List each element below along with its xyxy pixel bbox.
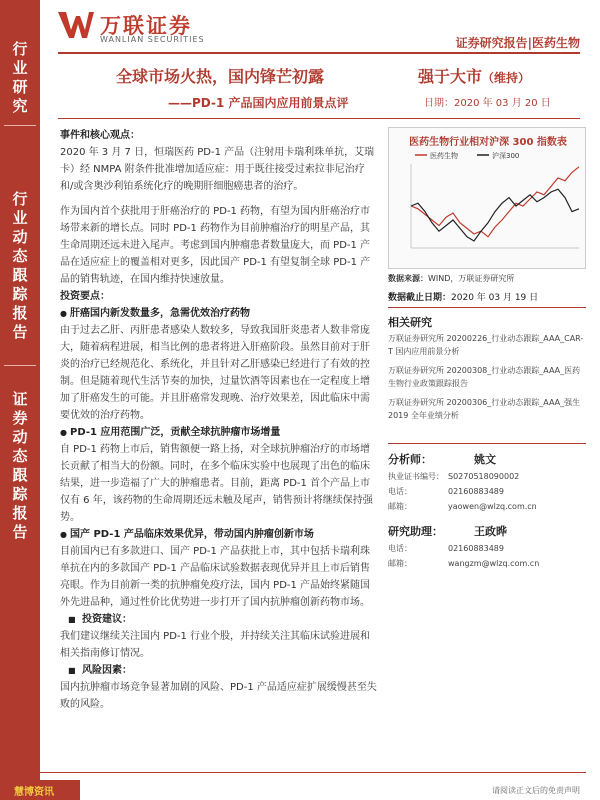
related-list xyxy=(388,332,586,422)
sidebar-divider xyxy=(4,125,36,126)
data-deadline xyxy=(388,290,538,303)
analyst-name: 姚文 xyxy=(474,453,496,466)
company-logo xyxy=(58,10,238,46)
report-type: 证券研究报告|医药生物 xyxy=(455,36,580,50)
rating xyxy=(418,64,530,87)
invest-advice-heading: ■ 投资建议： xyxy=(60,611,378,628)
assistant-email-label: 邮箱： xyxy=(388,559,412,568)
legend-label: 沪深300 xyxy=(492,152,520,160)
paragraph: 自 PD-1 药物上市后，销售额便一路上扬，对全球抗肿瘤治疗的市场增长贡献了相当大的份额。同时，在多个临床实验中也展现了出色的临床结果，进一步造福了广大的肿瘤患者。目前，距离 PD-1 首个产品上市仅有 6 年，该药物的生命周期还远未触及尾声，销售预计将继续保持强势。 xyxy=(60,444,373,523)
title-divider xyxy=(58,118,580,119)
paragraph: 目前国内已有多款进口、国产 PD-1 产品获批上市，其中包括卡瑞利珠单抗在内的多款国产 PD-1 产品临床试验数据表现优异并且上市后销售亮眼。作为目前新一类的抗肿瘤免疫疗法，国内 PD-1 产品始终紧随国外先进品种，通过性价比优势进一步打开了国内抗肿瘤创新药物市场。 xyxy=(60,546,371,608)
rating-tag: （维持） xyxy=(482,71,531,85)
data-source xyxy=(388,273,514,284)
analyst-phone-value: 02160883489 xyxy=(448,487,504,496)
logo-text-cn: 万联证券 xyxy=(100,14,192,38)
assistant-phone-value: 02160883489 xyxy=(448,544,504,553)
footer-disclaimer: 请阅读正文后的免责声明 xyxy=(492,786,580,795)
rating-value: 强于大市 xyxy=(418,67,483,86)
analyst-email-value[interactable]: yaowen@wlzq.com.cn xyxy=(448,502,537,511)
sidebar-block-securities-tracking: 证 券 动 态 跟 踪 报 告 xyxy=(12,390,28,541)
risk-heading: ■ 风险因素： xyxy=(60,662,378,679)
report-subtitle: ——PD-1 产品国内应用前景点评 xyxy=(168,96,349,110)
logo-mark-icon xyxy=(58,10,94,40)
sidebar xyxy=(0,0,40,800)
related-item[interactable]: 万联证券研究所 20200306_行业动态跟踪_AAA_强生 2019 全年业绩分析 xyxy=(388,398,581,420)
footer-divider xyxy=(40,772,586,773)
series-line-0 xyxy=(411,167,579,237)
chart-panel xyxy=(388,127,586,269)
report-date: 日期：2020 年 03 月 20 日 xyxy=(424,98,551,109)
analyst-cert xyxy=(388,471,519,482)
analyst-heading: 分析师： xyxy=(388,453,432,466)
paragraph: 国内抗肿瘤市场竞争显著加剧的风险、PD-1 产品适应症扩展缓慢甚至失败的风险。 xyxy=(60,682,377,710)
paragraph: 2020 年 3 月 7 日，恒瑞医药 PD-1 产品（注射用卡瑞利珠单抗，艾瑞卡）经 NMPA 附条件批准增加适应症：用于既往接受过索拉非尼治疗和/或含奥沙利铂系统化疗的晚期肝细胞癌患者的治疗。 xyxy=(60,147,375,192)
data-deadline-value: 2020 年 03 月 19 日 xyxy=(451,293,539,303)
footer-brand: 慧博资讯 xyxy=(14,787,54,798)
header-divider xyxy=(58,52,580,54)
assistant-phone xyxy=(388,543,504,554)
section-divider xyxy=(388,443,586,444)
analyst-cert-label: 执业证书编号： xyxy=(388,472,444,481)
assistant-heading: 研究助理： xyxy=(388,525,443,538)
data-source-value: WIND，万联证券研究所 xyxy=(428,274,515,283)
line-chart xyxy=(389,148,587,268)
report-title: 全球市场火热，国内锋芒初露 xyxy=(115,67,324,86)
series-line-1 xyxy=(411,189,579,241)
section-divider xyxy=(388,307,586,308)
paragraph: 我们建议继续关注国内 PD-1 行业个股，并持续关注其临床试验进展和相关指南修订情况。 xyxy=(60,631,371,659)
data-source-label: 数据来源： xyxy=(388,274,428,283)
paragraph: 由于过去乙肝、丙肝患者感染人数较多，导致我国肝炎患者人数非常庞大，随着病程进展，相当比例的患者将进入肝癌阶段。虽然目前对于肝炎的治疗已经规范化、系统化，并且针对乙肝感染已经进行了有效的控制。但是随着现代生活节奏的加快，过量饮酒等因素也在一定程度上增加了肝癌发生的可能。并且肝癌常发现晚、治疗效果差，因此临床中需要优效的治疗药物。 xyxy=(60,325,370,421)
paragraph: 作为国内首个获批用于肝癌治疗的 PD-1 药物，有望为国内肝癌治疗市场带来新的增长点。同时 PD-1 药物作为目前肿瘤治疗的明星产品，其生命周期还远未进入尾声。考虑到国内肿瘤患者数量庞大，而 PD-1 产品在适应症上的覆盖相对更多，因此国产 PD-1 有望复制全球 PD-1 产品的销售轨迹，在国内维持快速放量。 xyxy=(60,206,371,285)
sidebar-divider xyxy=(4,365,36,366)
logo-text-en: WANLIAN SECURITIES xyxy=(100,35,205,44)
related-item[interactable]: 万联证券研究所 20200308_行业动态跟踪_AAA_医药生物行业政策跟踪报告 xyxy=(388,366,581,388)
chart-title: 医药生物行业相对沪深 300 指数表 xyxy=(409,137,567,148)
assistant-email-value[interactable]: wangzm@wlzq.com.cn xyxy=(448,559,540,568)
invest-heading: 投资要点： xyxy=(60,291,110,302)
sidebar-block-industry-tracking: 行 业 动 态 跟 踪 报 告 xyxy=(12,190,28,341)
legend-label: 医药生物 xyxy=(430,152,458,160)
assistant-email xyxy=(388,558,539,569)
analyst-cert-value: S0270518090002 xyxy=(448,472,520,481)
analyst-phone-label: 电话： xyxy=(388,487,412,496)
header xyxy=(0,0,600,60)
assistant-phone-label: 电话： xyxy=(388,544,412,553)
analyst-email-label: 邮箱： xyxy=(388,502,412,511)
assistant-name: 王政晔 xyxy=(474,525,507,538)
events-heading: 事件和核心观点： xyxy=(60,130,140,141)
analyst-phone xyxy=(388,486,504,497)
related-heading: 相关研究 xyxy=(388,316,432,329)
analyst-email xyxy=(388,501,537,512)
sidebar-block-industry-research: 行 业 研 究 xyxy=(12,40,28,115)
data-deadline-label: 数据截止日期： xyxy=(388,293,452,303)
bullet-heading: ● PD-1 应用范围广泛，贡献全球抗肿瘤市场增量 xyxy=(60,424,378,441)
bullet-heading: ● 国产 PD-1 产品临床效果优异，带动国内肿瘤创新市场 xyxy=(60,526,378,543)
main-content xyxy=(60,127,378,713)
bullet-heading: ● 肝癌国内新发数量多，急需优效治疗药物 xyxy=(60,305,378,322)
related-item[interactable]: 万联证券研究所 20200226_行业动态跟踪_AAA_CAR-T 国内应用前景分析 xyxy=(388,334,584,356)
